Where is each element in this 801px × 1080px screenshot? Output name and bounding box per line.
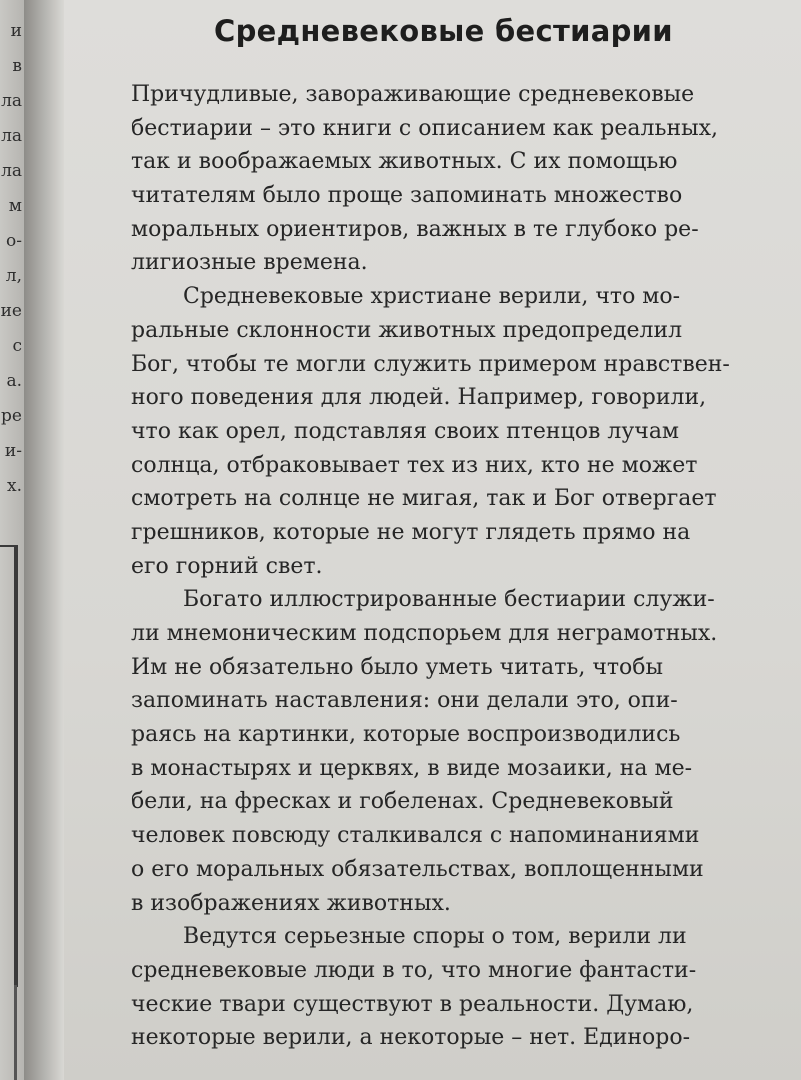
text-line: его горний свет.: [131, 553, 323, 579]
left-page-fragment: м: [8, 196, 22, 216]
text-line: Средневековые христиане верили, что мо-: [183, 284, 681, 310]
text-line: читателям было проще запоминать множество: [131, 183, 683, 209]
left-page-fragment: и-: [4, 441, 22, 461]
text-line: средневековые люди в то, что многие фантасти-: [131, 957, 697, 983]
text-line: так и воображаемых животных. С их помощью: [131, 149, 678, 175]
left-page-edge: [0, 0, 25, 1080]
left-page-fragment: о-: [6, 231, 22, 251]
left-page-fragment: с: [12, 336, 22, 356]
text-line: Им не обязательно было уметь читать, чтобы: [131, 654, 664, 680]
left-page-fragment: и: [10, 21, 22, 41]
text-line: смотреть на солнце не мигая, так и Бог отвергает: [131, 486, 717, 512]
text-line: раясь на картинки, которые воспроизводились: [131, 722, 681, 748]
text-line: грешников, которые не могут глядеть прямо на: [131, 519, 691, 545]
text-line: Причудливые, завораживающие средневековые: [131, 82, 695, 107]
text-line: Ведутся серьезные споры о том, верили ли: [183, 924, 687, 950]
text-line: человек повсюду сталкивался с напоминаниями: [131, 823, 700, 849]
text-line: ного поведения для людей. Например, говорили,: [131, 385, 707, 411]
left-page-fragment: в: [12, 56, 22, 76]
left-page-fragment: ла: [1, 161, 22, 181]
text-line: бестиарии – это книги с описанием как реальных,: [131, 115, 719, 141]
text-line: что как орел, подставляя своих птенцов лучам: [131, 418, 680, 444]
book-gutter: [24, 0, 64, 1080]
text-line: Бог, чтобы те могли служить примером нравствен-: [131, 351, 730, 377]
text-line: ли мнемоническим подспорьем для неграмотных.: [131, 621, 718, 646]
left-page-text-fragments: [0, 14, 24, 504]
text-line: бели, на фресках и гобеленах. Средневековый: [131, 789, 674, 815]
left-page-fragment: ре: [1, 406, 22, 426]
text-line: моральных ориентиров, важных в те глубоко ре-: [131, 216, 699, 242]
text-line: солнца, отбраковывает тех из них, кто не может: [131, 452, 698, 478]
text-line: ральные склонности животных предопределил: [131, 317, 683, 343]
text-line: лигиозные времена.: [131, 250, 368, 276]
left-page-fragment: а.: [6, 371, 22, 391]
body-text: [131, 78, 731, 1055]
left-page-fragment: ла: [1, 126, 22, 146]
text-line: ческие твари существуют в реальности. Думаю,: [131, 991, 694, 1017]
text-line: запоминать наставления: они делали это, опи-: [131, 688, 678, 714]
text-line: в изображениях животных.: [131, 890, 451, 916]
left-page-fragment: л,: [5, 266, 22, 286]
text-line: Богато иллюстрированные бестиарии служи-: [183, 587, 715, 613]
text-line: о его моральных обязательствах, воплощенными: [131, 856, 704, 882]
left-page-fragment: ла: [1, 91, 22, 111]
left-page-fragment: х.: [7, 476, 22, 496]
text-line: в монастырях и церквях, в виде мозаики, на ме-: [131, 755, 693, 781]
left-page-illustration-frame: [0, 545, 18, 987]
chapter-title: Средневековые бестиарии: [214, 14, 673, 48]
left-page-fragment: ие: [0, 301, 22, 321]
left-page-illustration-frame-lower: [0, 985, 17, 1080]
text-line: некоторые верили, а некоторые – нет. Единоро-: [131, 1025, 691, 1051]
